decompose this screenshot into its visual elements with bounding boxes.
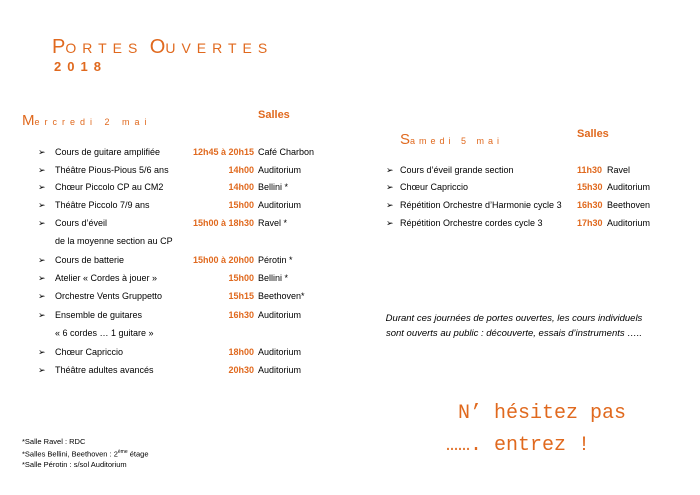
schedule-room: Beethoven* (258, 291, 305, 301)
bullet-icon: ➢ (386, 182, 394, 192)
schedule-room: Auditorium (607, 182, 651, 192)
page-title (52, 36, 273, 59)
schedule-time: 14h00 (228, 165, 254, 175)
schedule-course: Cours d’éveil grande section (400, 165, 514, 175)
bullet-icon: ➢ (386, 165, 394, 175)
schedule-course: Chœur Capriccio (400, 182, 469, 192)
schedule-course: Chœur Piccolo CP au CM2 (55, 182, 164, 192)
saturday-salles-header: Salles (577, 128, 609, 140)
note-perotin: *Salle Pérotin : s/sol Auditorium (22, 459, 127, 469)
schedule-course: Théâtre adultes avancés (55, 365, 154, 375)
title-letter-o: O (149, 36, 166, 58)
schedule-room: Pérotin * (258, 255, 293, 265)
bullet-icon: ➢ (38, 218, 46, 228)
footnotes (22, 437, 149, 470)
note-bellini-post: étage (127, 449, 149, 459)
title-letter-p: P (52, 36, 66, 58)
schedule-room: Ravel * (258, 218, 288, 228)
bullet-icon: ➢ (38, 165, 46, 175)
schedule-time: 17h30 (577, 218, 603, 228)
note-bellini (22, 447, 149, 460)
schedule-time: 15h15 (228, 291, 254, 301)
cta-line-2: ……. entrez ! (446, 434, 591, 457)
schedule-room: Bellini * (258, 273, 289, 283)
bullet-icon: ➢ (38, 347, 46, 357)
saturday-day: amedi 5 mai (410, 136, 504, 146)
schedule-course: Répétition Orchestre cordes cycle 3 (400, 218, 543, 228)
schedule-time: 12h45 à 20h15 (192, 147, 254, 157)
note-ravel: *Salle Ravel : RDC (22, 437, 86, 446)
schedule-room: Beethoven (607, 200, 651, 210)
schedule-time: 15h00 à 18h30 (192, 218, 254, 228)
title-year: 2018 (54, 59, 107, 74)
bullet-icon: ➢ (38, 273, 46, 283)
schedule-course: Répétition Orchestre d’Harmonie cycle 3 (400, 200, 562, 210)
cta-line-1: N’ hésitez pas (458, 402, 627, 425)
schedule-time: 16h30 (577, 200, 603, 210)
schedule-room: Auditorium (258, 200, 302, 210)
wednesday-initial: M (22, 112, 35, 129)
schedule-room: Auditorium (258, 310, 302, 320)
bullet-icon: ➢ (386, 218, 394, 228)
info-paragraph (364, 311, 664, 341)
schedule-time: 11h30 (577, 165, 603, 175)
schedule-room: Auditorium (607, 218, 651, 228)
schedule-course: Théâtre Pious-Pious 5/6 ans (55, 165, 169, 175)
note-bellini-text: *Salles Bellini, Beethoven : 2 (22, 449, 118, 459)
schedule-course: Ensemble de guitares (55, 310, 143, 320)
bullet-icon: ➢ (38, 365, 46, 375)
bullet-icon: ➢ (38, 147, 46, 157)
title-word-ortes: ORTES (65, 40, 144, 56)
schedule-course: Atelier « Cordes à jouer » (55, 273, 158, 283)
schedule-time: 15h00 à 20h00 (192, 255, 254, 265)
schedule-time: 16h30 (228, 310, 254, 320)
bullet-icon: ➢ (38, 200, 46, 210)
title-word-uvertes: UVERTES (165, 40, 274, 56)
schedule-course: Théâtre Piccolo 7/9 ans (55, 200, 150, 210)
wednesday-salles-header: Salles (258, 109, 290, 121)
schedule-course: Orchestre Vents Gruppetto (55, 291, 163, 301)
schedule-room: Auditorium (258, 165, 302, 175)
bullet-icon: ➢ (38, 182, 46, 192)
schedule-room: Auditorium (258, 365, 302, 375)
bullet-icon: ➢ (38, 291, 46, 301)
info-line-2: sont ouverts au public : découverte, essais d’instruments ….. (385, 328, 643, 339)
schedule-time: 15h00 (228, 273, 254, 283)
wednesday-day: ercredi 2 mai (34, 117, 152, 127)
schedule-time: 20h30 (228, 365, 254, 375)
schedule-row-continuation: de la moyenne section au CP (55, 236, 173, 246)
note-bellini-sup: ème (117, 449, 128, 455)
bullet-icon: ➢ (38, 255, 46, 265)
schedule-room: Bellini * (258, 182, 289, 192)
info-line-1: Durant ces journées de portes ouvertes, les cours individuels (385, 313, 643, 324)
schedule-time: 15h00 (228, 200, 254, 210)
bullet-icon: ➢ (38, 310, 46, 320)
schedule-course: Cours de batterie (55, 255, 125, 265)
schedule-time: 14h00 (228, 182, 254, 192)
saturday-initial: S (400, 131, 411, 148)
schedule-time: 15h30 (577, 182, 603, 192)
wednesday-heading (22, 112, 152, 130)
schedule-time: 18h00 (228, 347, 254, 357)
saturday-heading (400, 131, 503, 149)
schedule-course: Cours de guitare amplifiée (55, 147, 161, 157)
schedule-room: Auditorium (258, 347, 302, 357)
schedule-course: Cours d’éveil (55, 218, 108, 228)
schedule-row-continuation: « 6 cordes … 1 guitare » (55, 328, 154, 338)
schedule-course: Chœur Capriccio (55, 347, 124, 357)
schedule-room: Ravel (607, 165, 631, 175)
schedule-room: Café Charbon (258, 147, 315, 157)
bullet-icon: ➢ (386, 200, 394, 210)
